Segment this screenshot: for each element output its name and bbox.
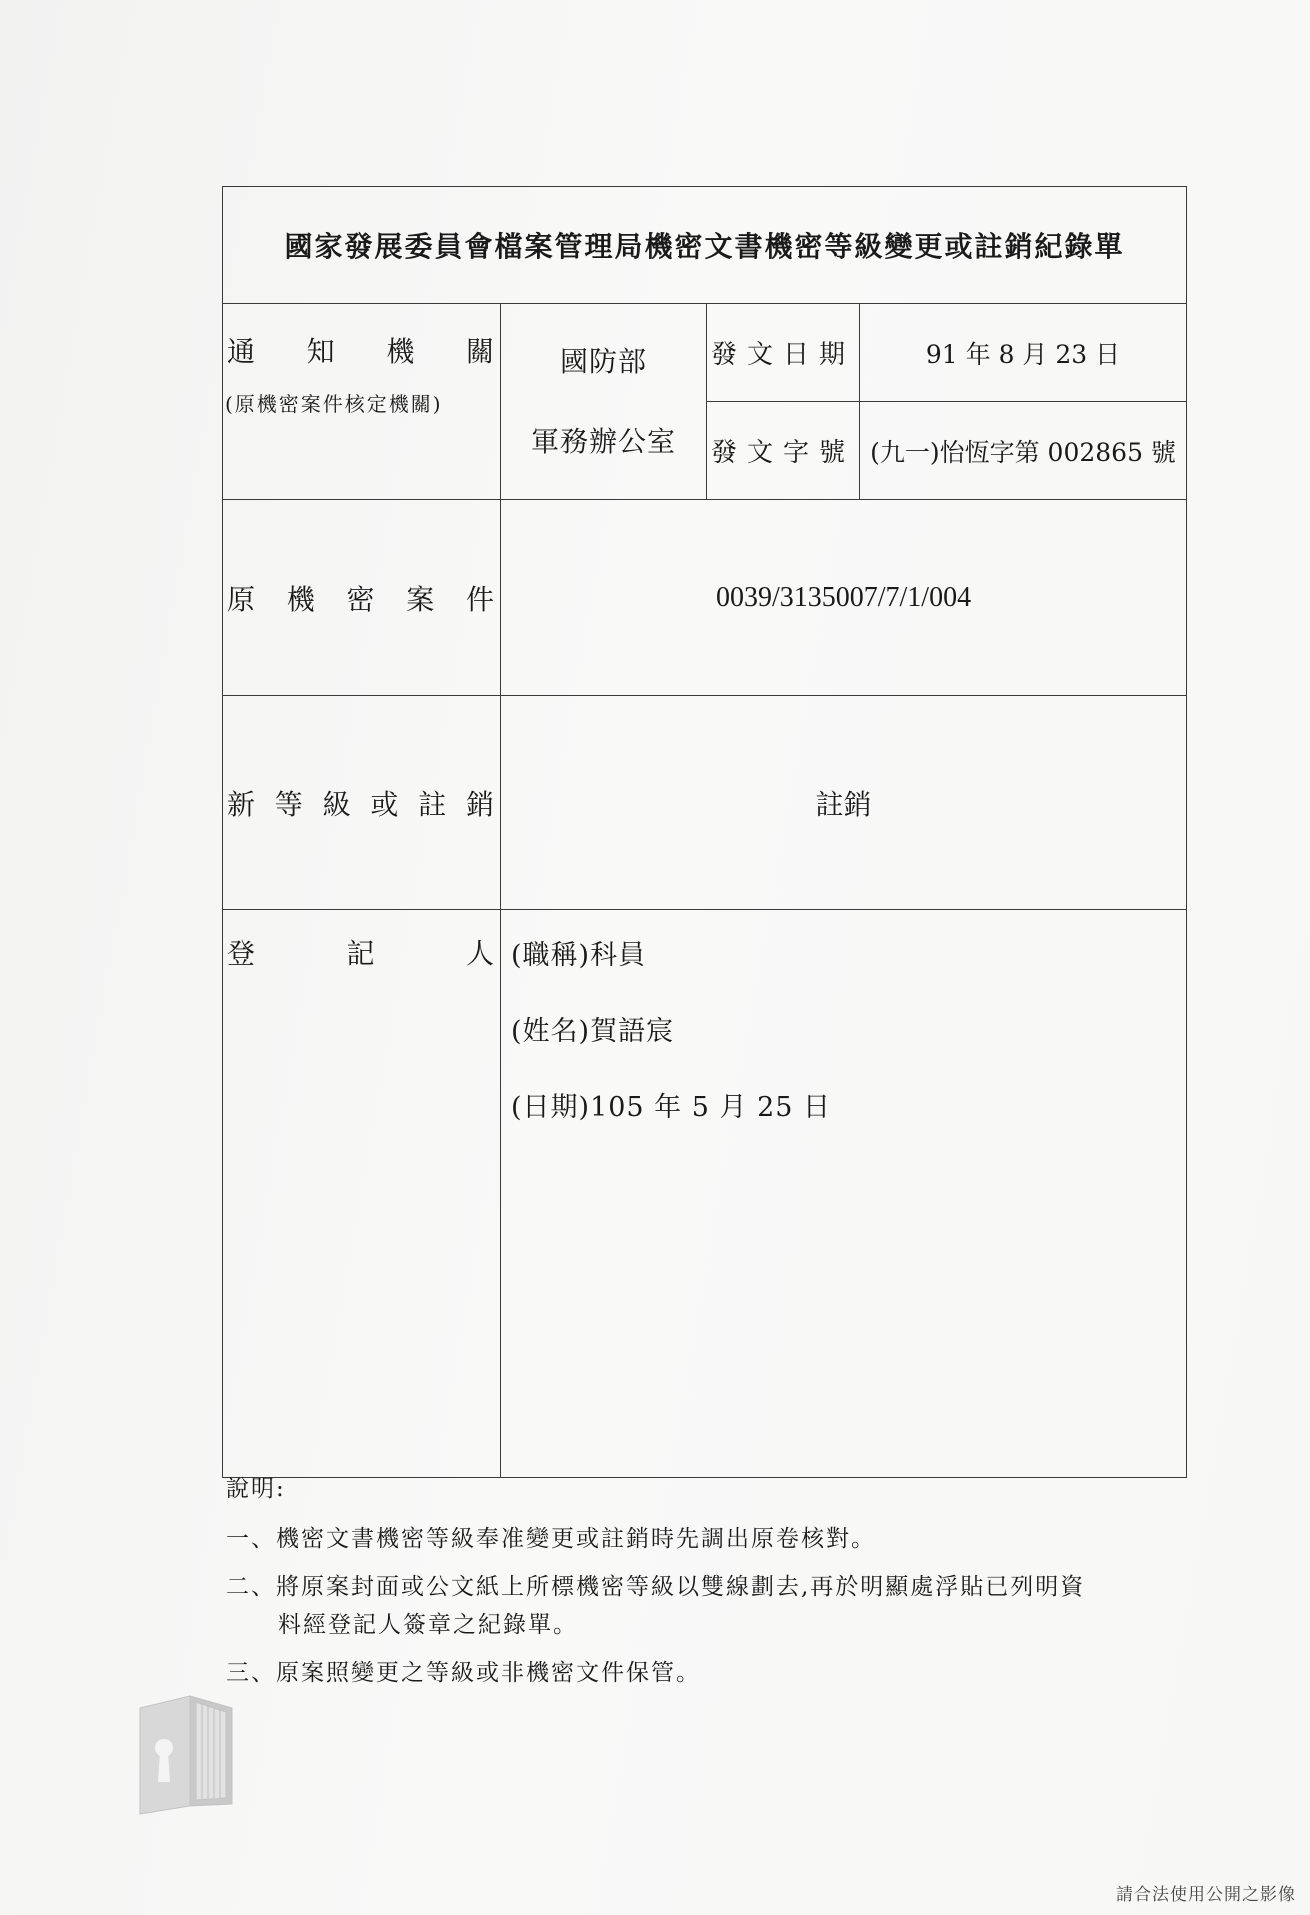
registrant-date: (日期)105 年 5 月 25 日: [511, 1092, 832, 1123]
note-item-3: 三、原案照變更之等級或非機密文件保管。: [226, 1660, 701, 1686]
registrant-label: 登 記 人: [227, 937, 494, 970]
issue-number-value: (九一)怡恆字第 002865 號: [860, 402, 1187, 500]
footer-note: 請合法使用公開之影像: [1116, 1885, 1296, 1905]
registrant-name: (姓名)賀語宸: [511, 1016, 675, 1047]
note-item-2: 二、將原案封面或公文紙上所標機密等級以雙線劃去,再於明顯處浮貼已列明資: [226, 1574, 1086, 1600]
issue-info-cell: [707, 304, 1187, 500]
agency-name-line1: 國防部: [559, 344, 647, 378]
registrant-details-cell: [501, 910, 1187, 1478]
original-case-value: 0039/3135007/7/1/004: [501, 500, 1187, 696]
issue-number-label: 發文字號: [707, 402, 860, 500]
issue-date-value: 91 年 8 月 23 日: [925, 339, 1121, 369]
notice-agency-sublabel: (原機密案件核定機關): [225, 392, 443, 416]
agency-name-line2: 軍務辦公室: [530, 424, 676, 458]
registrant-title: (職稱)科員: [511, 940, 647, 971]
form-title: 國家發展委員會檔案管理局機密文書機密等級變更或註銷紀錄單: [223, 187, 1187, 304]
original-case-label: 原 機 密 案 件: [227, 582, 494, 616]
notice-agency-label: 通 知 機 關: [227, 335, 494, 368]
registrant-label-cell: [223, 910, 501, 1478]
archives-book-keyhole-icon: [120, 1686, 250, 1816]
agency-name-cell: [501, 304, 707, 500]
record-form-table: [222, 186, 1187, 1478]
note-item-1: 一、機密文書機密等級奉准變更或註銷時先調出原卷核對。: [226, 1526, 876, 1552]
original-case-label-cell: [223, 500, 501, 696]
new-level-label: 新 等 級 或 註 銷: [227, 787, 494, 821]
notice-agency-label-cell: [223, 304, 501, 500]
notes-heading: 說明:: [226, 1476, 286, 1502]
issue-date-label: 發文日期: [707, 304, 860, 402]
notes-section: [226, 1470, 1186, 1702]
issue-info-table: [707, 304, 1186, 499]
new-level-label-cell: [223, 696, 501, 910]
note-item-2-continued: 料經登記人簽章之紀錄單。: [278, 1612, 578, 1638]
new-level-value: 註銷: [501, 696, 1187, 910]
